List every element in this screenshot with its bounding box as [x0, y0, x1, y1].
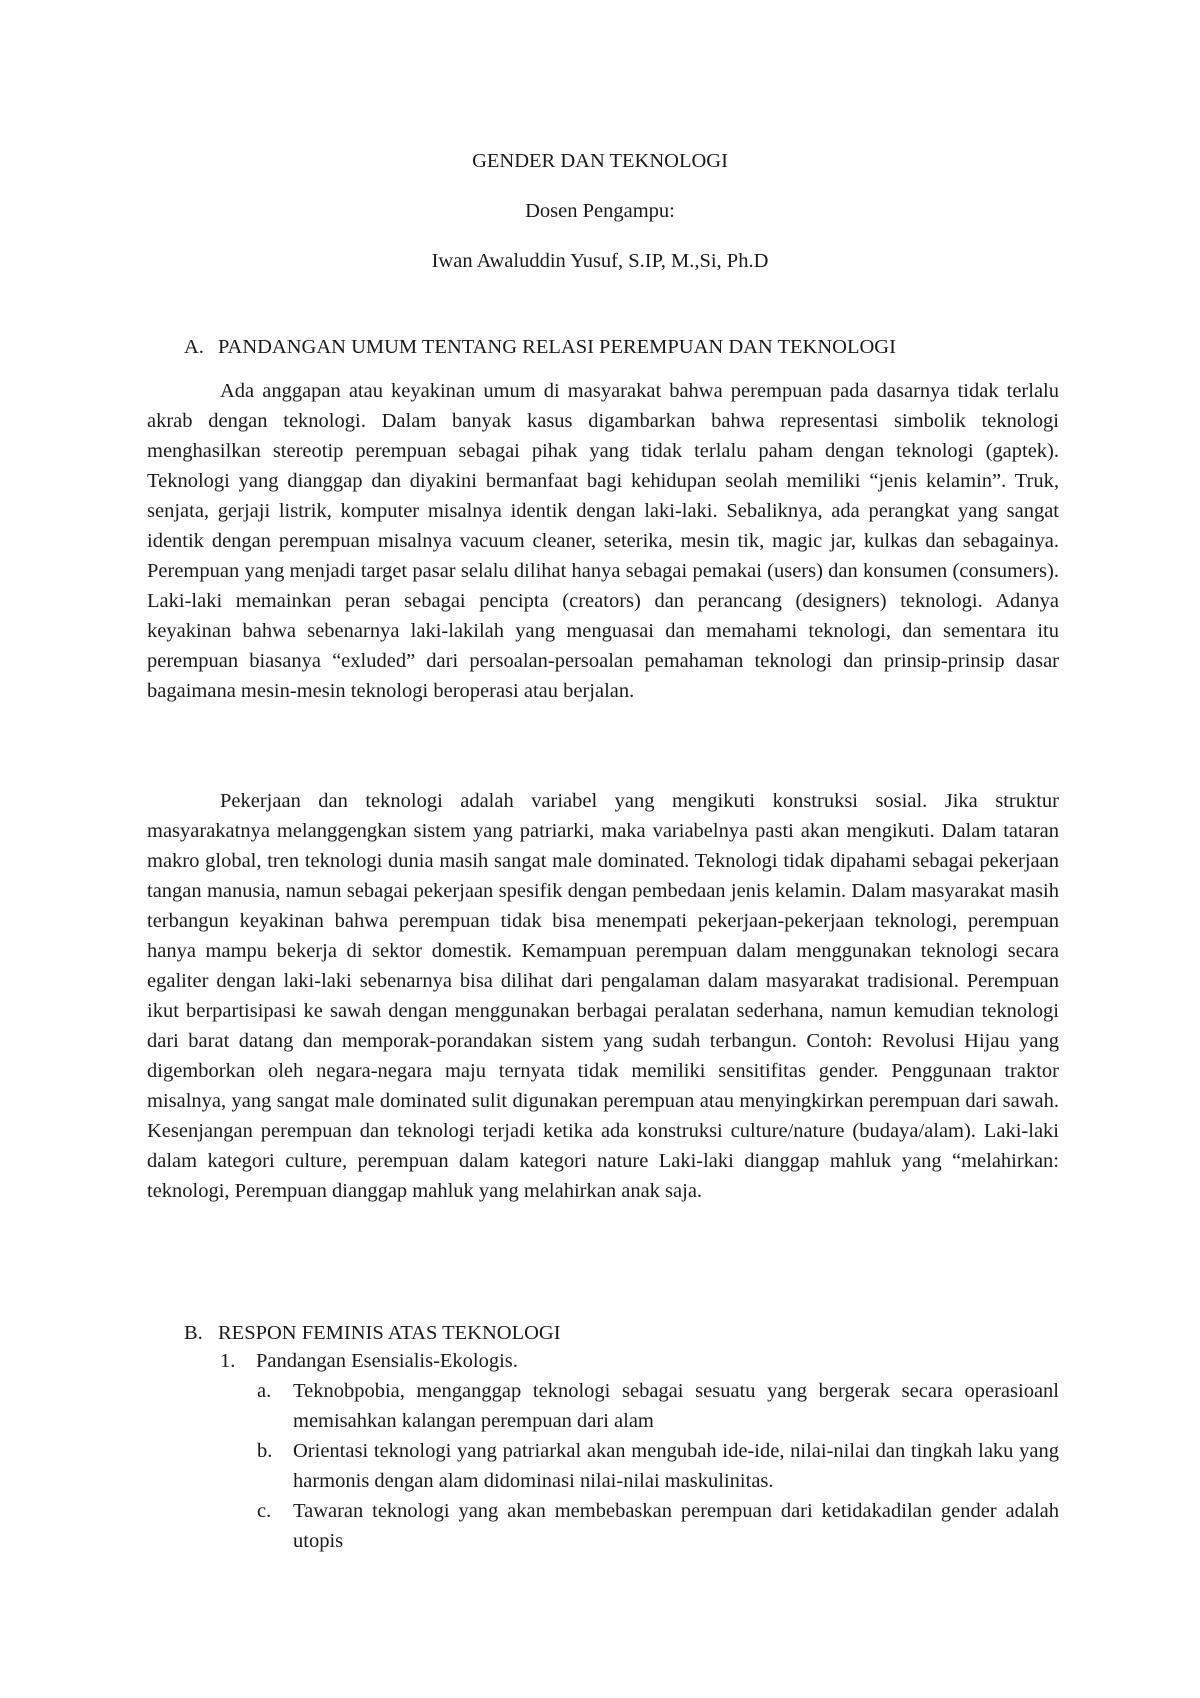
sub-list: [257, 1376, 1059, 1556]
lecturer-label: Dosen Pengampu:: [525, 200, 675, 222]
sub-list-item-a: [257, 1376, 1059, 1436]
section-a-paragraph-2: Pekerjaan dan teknologi adalah variabel yang mengikuti konstruksi sosial. Jika struktur masyarakatnya melanggengkan sistem yang patriarki, maka variabelnya pasti akan mengikuti. Dalam tataran makro global, tren teknologi dunia masih sangat male dominated. Teknologi tidak dipahami sebagai pekerjaan tangan manusia, namun sebagai pekerjaan spesifik dengan pembedaan jenis kelamin. Dalam masyarakat masih terbangun keyakinan bahwa perempuan tidak bisa menempati pekerjaan-pekerjaan teknologi, perempuan hanya mampu bekerja di sektor domestik. Kemampuan perempuan dalam menggunakan teknologi secara egaliter dengan laki-laki sebenarnya bisa dilihat dari pengalaman dalam masyarakat tradisional. Perempuan ikut berpartisipasi ke sawah dengan menggunakan berbagai peralatan sederhana, namun kemudian teknologi dari barat datang dan memporak-porandakan sistem yang sudah terbangun. Contoh: Revolusi Hijau yang digemborkan oleh negara-negara maju ternyata tidak memiliki sensitifitas gender. Penggunaan traktor misalnya, yang sangat male dominated sulit digunakan perempuan atau menyingkirkan perempuan dari sawah. Kesenjangan perempuan dan teknologi terjadi ketika ada konstruksi culture/nature (budaya/alam). Laki-laki dalam kategori culture, perempuan dalam kategori nature Laki-laki dianggap mahluk yang “melahirkan: teknologi, Perempuan dianggap mahluk yang melahirkan anak saja.: [147, 790, 1059, 1202]
section-a-paragraph-1: Ada anggapan atau keyakinan umum di masyarakat bahwa perempuan pada dasarnya tidak terlalu akrab dengan teknologi. Dalam banyak kasus digambarkan bahwa representasi simbolik teknologi menghasilkan stereotip perempuan sebagai pihak yang tidak terlalu paham dengan teknologi (gaptek). Teknologi yang dianggap dan diyakini bermanfaat bagi kehidupan seolah memiliki “jenis kelamin”. Truk, senjata, gerjaji listrik, komputer misalnya identik dengan laki-laki. Sebaliknya, ada perangkat yang sangat identik dengan perempuan misalnya vacuum cleaner, seterika, mesin tik, magic jar, kulkas dan sebagainya. Perempuan yang menjadi target pasar selalu dilihat hanya sebagai pemakai (users) dan konsumen (consumers). Laki-laki memainkan peran sebagai pencipta (creators) dan perancang (designers) teknologi. Adanya keyakinan bahwa sebenarnya laki-lakilah yang menguasai dan memahami teknologi, dan sementara itu perempuan biasanya “exluded” dari persoalan-persoalan pemahaman teknologi dan prinsip-prinsip dasar bagaimana mesin-mesin teknologi beroperasi atau berjalan.: [147, 380, 1059, 702]
document-title: GENDER DAN TEKNOLOGI: [472, 150, 728, 172]
sub-list-item-c: [257, 1496, 1059, 1556]
sub-list-item-b-marker: b.: [257, 1440, 273, 1462]
lecturer-name: Iwan Awaluddin Yusuf, S.IP, M.,Si, Ph.D: [431, 250, 769, 272]
list-item-1: [220, 1346, 1060, 1376]
sub-list-item-b: [257, 1436, 1059, 1496]
list-item-1-marker: 1.: [220, 1350, 236, 1372]
section-a-marker: A.: [184, 336, 204, 358]
sub-list-item-c-text: Tawaran teknologi yang akan membebaskan perempuan dari ketidakadilan gender adalah utopis: [293, 1500, 1059, 1552]
section-a-heading: [184, 332, 1084, 362]
sub-list-item-c-marker: c.: [257, 1500, 272, 1522]
section-b-title: RESPON FEMINIS ATAS TEKNOLOGI: [218, 1322, 561, 1344]
sub-list-item-a-text: Teknobpobia, menganggap teknologi sebagai sesuatu yang bergerak secara operasioanl memisahkan kalangan perempuan dari alam: [293, 1380, 1059, 1432]
sub-list-item-b-text: Orientasi teknologi yang patriarkal akan mengubah ide-ide, nilai-nilai dan tingkah laku yang harmonis dengan alam didominasi nilai-nilai maskulinitas.: [293, 1440, 1059, 1492]
section-a-title: PANDANGAN UMUM TENTANG RELASI PEREMPUAN DAN TEKNOLOGI: [218, 336, 896, 358]
list-item-1-label: Pandangan Esensialis-Ekologis.: [256, 1350, 518, 1372]
section-b-heading: [184, 1318, 1084, 1348]
section-b-marker: B.: [184, 1322, 203, 1344]
sub-list-item-a-marker: a.: [257, 1380, 272, 1402]
